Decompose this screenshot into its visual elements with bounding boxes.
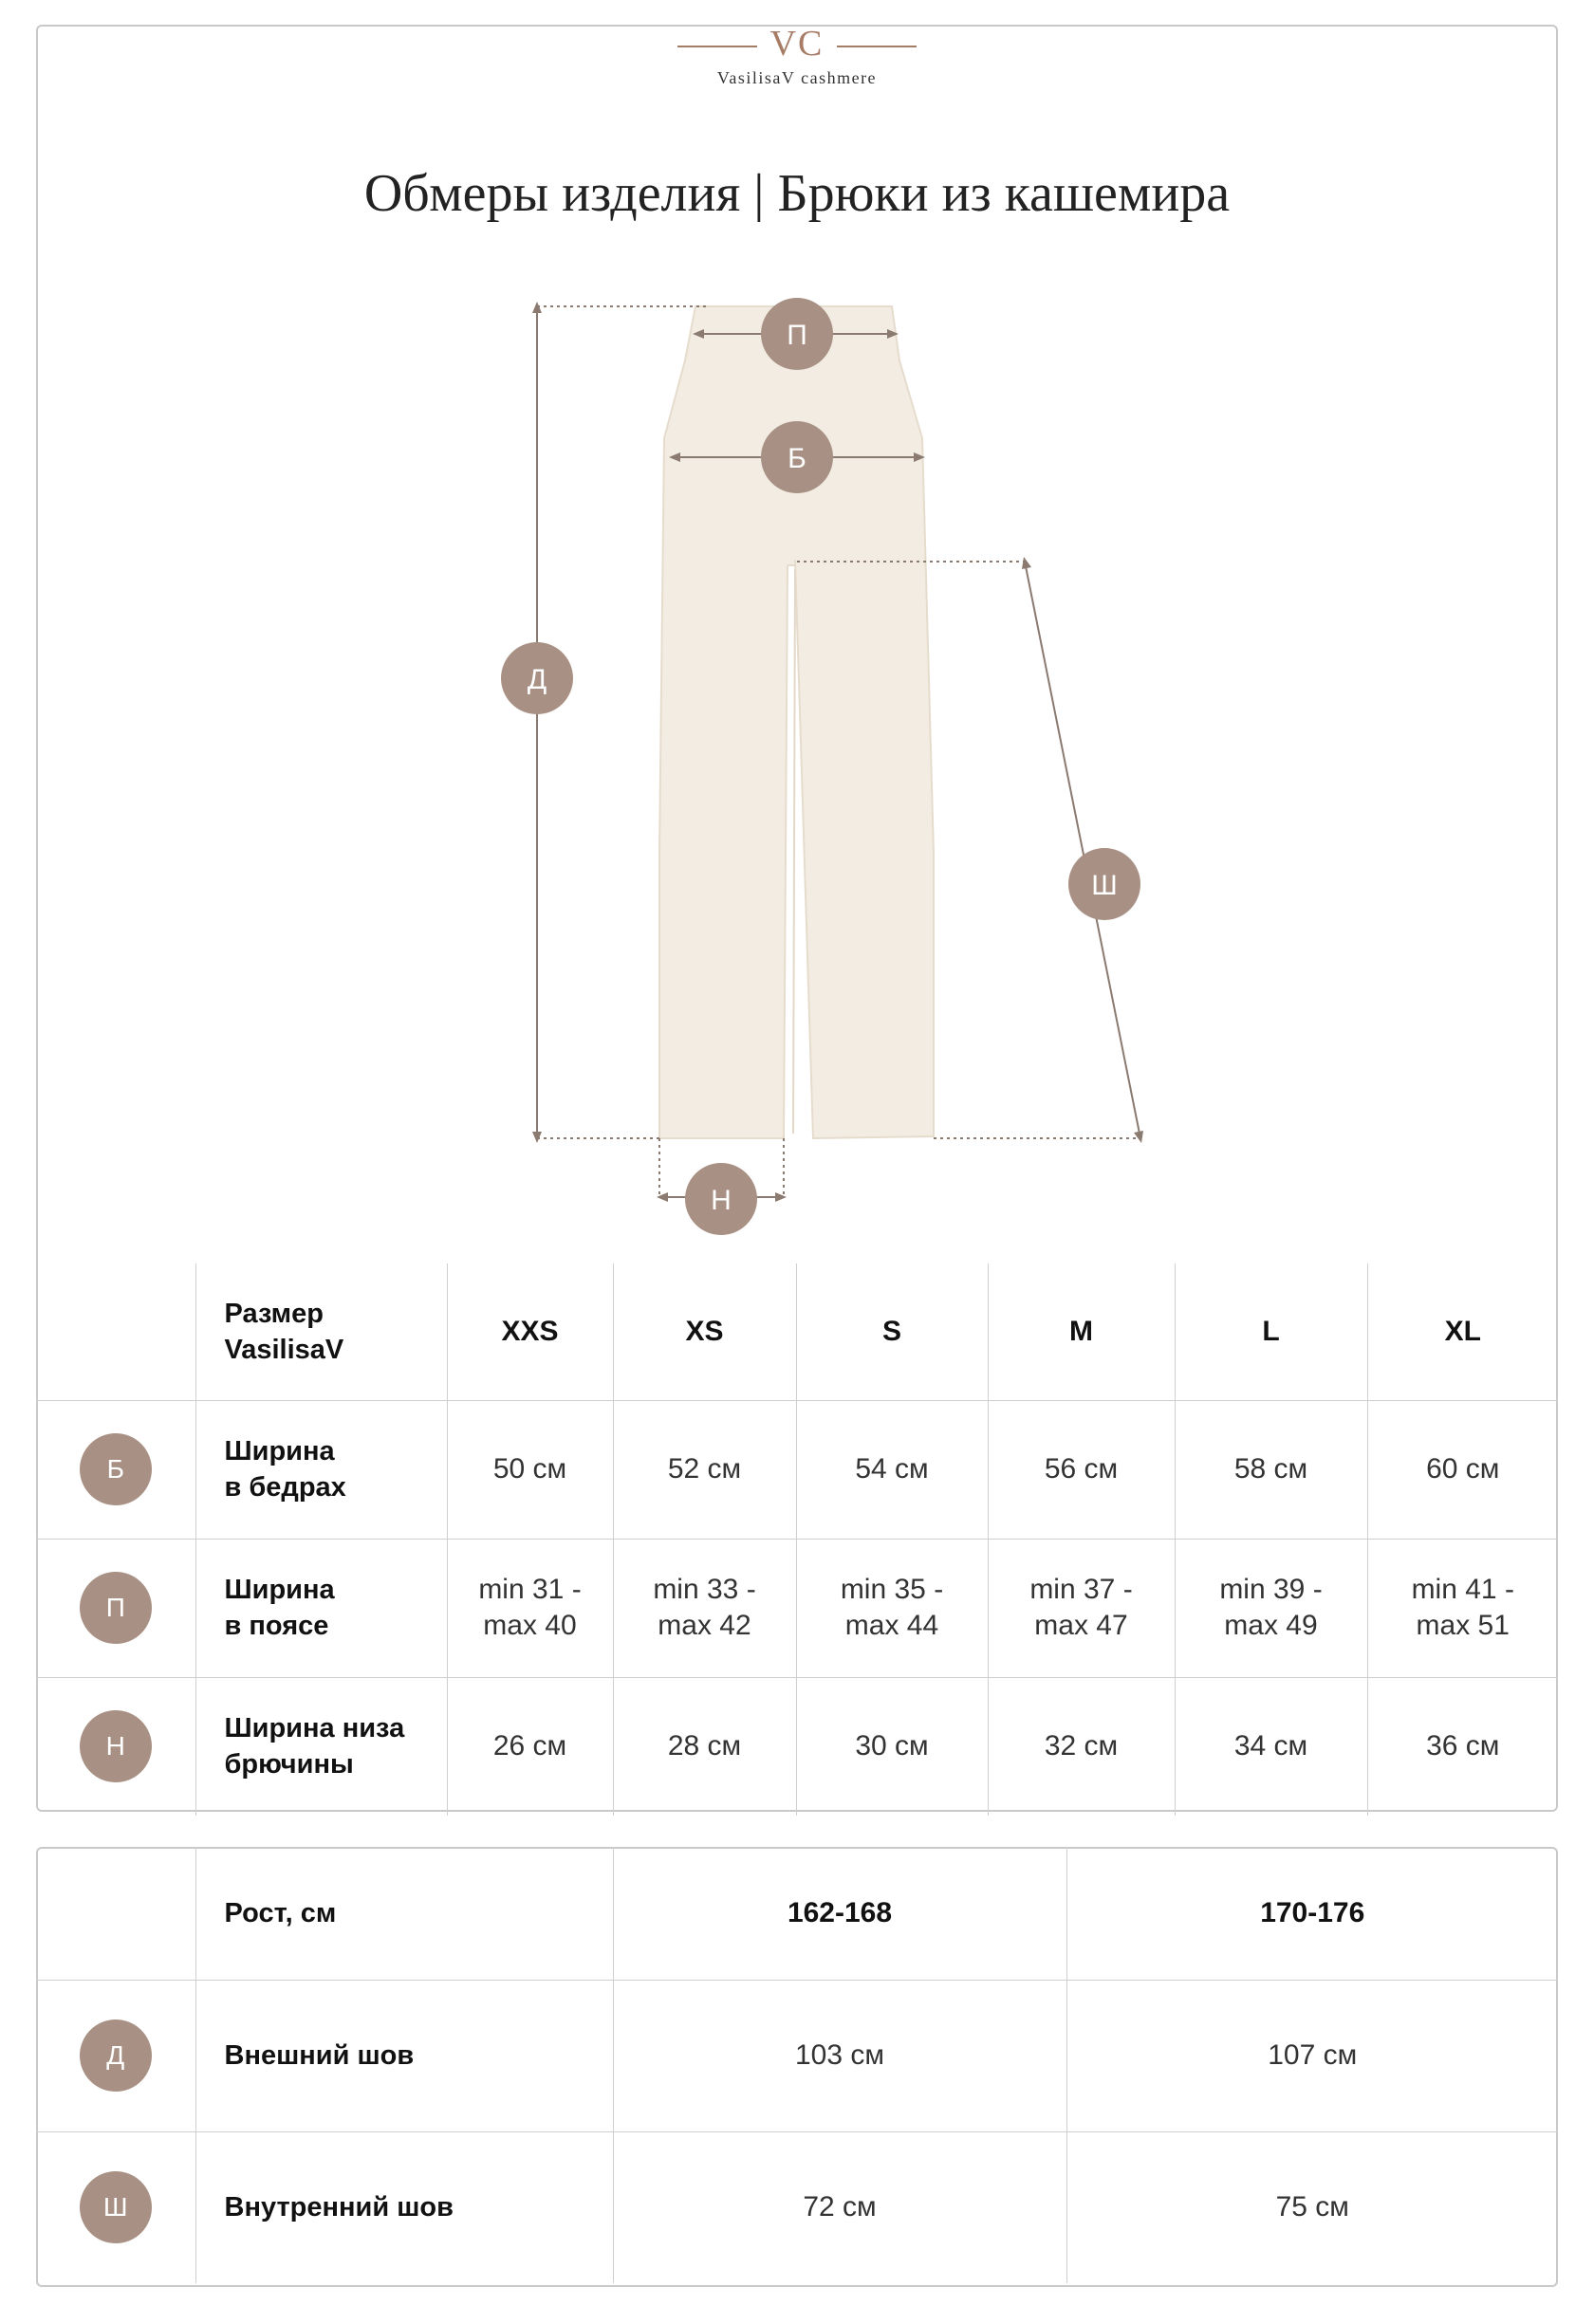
table-cell: 103 см	[613, 1980, 1066, 2131]
waist-badge: П	[80, 1572, 152, 1644]
svg-text:Ш: Ш	[1091, 870, 1118, 901]
table-cell: 28 см	[613, 1677, 796, 1816]
table-row-hips	[36, 1400, 1558, 1539]
length-badge: Д	[80, 2020, 152, 2092]
table-cell: 58 см	[1175, 1400, 1367, 1539]
table-cell: 30 см	[796, 1677, 988, 1816]
size-table	[36, 1263, 1558, 1816]
svg-text:Б: Б	[788, 443, 806, 474]
table-cell: min 39 - max 49	[1175, 1539, 1367, 1677]
table-cell: 50 см	[447, 1400, 613, 1539]
hips-badge: Б	[80, 1433, 152, 1505]
row-label: Внутренний шов	[195, 2131, 613, 2283]
height-header: 162-168	[613, 1847, 1066, 1980]
pants-center-seam	[793, 569, 795, 1134]
badge-cell	[36, 2131, 195, 2283]
hem-badge	[685, 1163, 757, 1235]
table-row-outer-seam	[36, 1980, 1558, 2131]
height-header: 170-176	[1066, 1847, 1558, 1980]
length-badge	[501, 642, 573, 714]
table-cell: min 37 - max 47	[988, 1539, 1175, 1677]
size-header: S	[796, 1263, 988, 1400]
waist-badge	[761, 298, 833, 370]
inseam-badge	[1068, 848, 1140, 920]
hem-badge: Н	[80, 1710, 152, 1782]
table-cell: 52 см	[613, 1400, 796, 1539]
size-header: M	[988, 1263, 1175, 1400]
table-cell: min 41 - max 51	[1367, 1539, 1558, 1677]
table-cell: 34 см	[1175, 1677, 1367, 1816]
size-header: L	[1175, 1263, 1367, 1400]
height-table	[36, 1847, 1558, 2283]
badge-cell	[36, 1400, 195, 1539]
size-header: XS	[613, 1263, 796, 1400]
table-cell: 26 см	[447, 1677, 613, 1816]
badge-cell	[36, 1677, 195, 1816]
size-header: XL	[1367, 1263, 1558, 1400]
table-cell: 75 см	[1066, 2131, 1558, 2283]
page-title: Обмеры изделия | Брюки из кашемира	[363, 164, 1231, 223]
height-table-header	[36, 1847, 1558, 1980]
empty-cell	[36, 1263, 195, 1400]
size-table-header	[36, 1263, 1558, 1400]
row-label: Ширина в поясе	[195, 1539, 447, 1677]
table-cell: 36 см	[1367, 1677, 1558, 1816]
height-header-label: Рост, см	[195, 1847, 613, 1980]
table-cell: 54 см	[796, 1400, 988, 1539]
row-label: Ширина низа брючины	[195, 1677, 447, 1816]
svg-text:П: П	[787, 320, 807, 351]
table-cell: 32 см	[988, 1677, 1175, 1816]
badge-cell	[36, 1980, 195, 2131]
svg-text:Н: Н	[711, 1185, 732, 1216]
table-cell: 72 см	[613, 2131, 1066, 2283]
table-cell: 56 см	[988, 1400, 1175, 1539]
table-row-inner-seam	[36, 2131, 1558, 2283]
brand-name: VasilisaV cashmere	[716, 68, 878, 87]
table-cell: min 35 - max 44	[796, 1539, 988, 1677]
table-cell: min 31 - max 40	[447, 1539, 613, 1677]
badge-cell	[36, 1539, 195, 1677]
size-header: XXS	[447, 1263, 613, 1400]
svg-text:Д: Д	[527, 664, 547, 695]
table-row-hem	[36, 1677, 1558, 1816]
table-cell: 60 см	[1367, 1400, 1558, 1539]
inseam-badge: Ш	[80, 2171, 152, 2243]
empty-cell	[36, 1847, 195, 1980]
table-cell: 107 см	[1066, 1980, 1558, 2131]
row-label: Ширина в бедрах	[195, 1400, 447, 1539]
row-label: Внешний шов	[195, 1980, 613, 2131]
logo-monogram: VC	[769, 24, 825, 64]
hips-badge	[761, 421, 833, 493]
table-cell: min 33 - max 42	[613, 1539, 796, 1677]
size-header-label: Размер VasilisaV	[195, 1263, 447, 1400]
table-row-waist	[36, 1539, 1558, 1677]
